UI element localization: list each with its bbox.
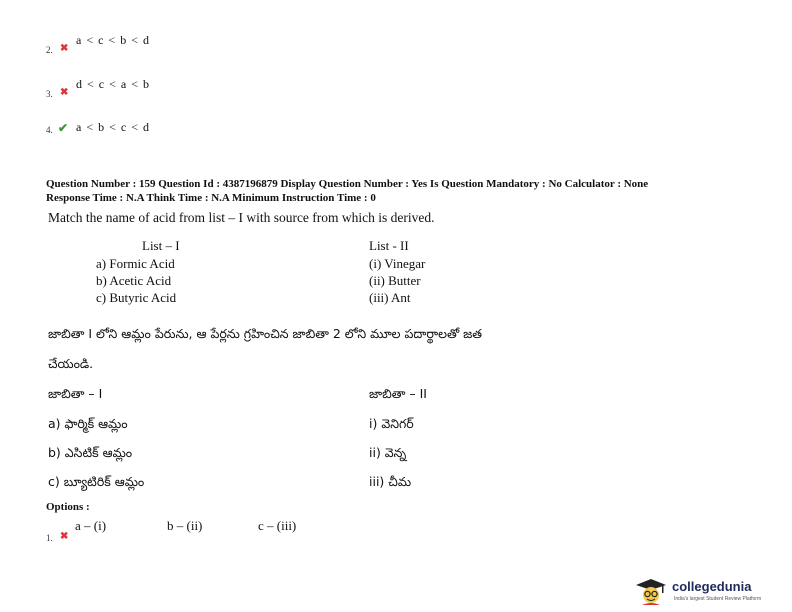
telugu-list1-item: a) ఫార్మిక్ ఆమ్లం — [48, 416, 128, 431]
list1-header: List – I — [142, 238, 180, 253]
option-1-number: 1. — [46, 533, 53, 543]
wrong-mark-icon: ✖ — [60, 87, 69, 98]
list1-item: a) Formic Acid — [96, 256, 175, 271]
telugu-list2-header: జాబితా – II — [369, 386, 427, 401]
options-label: Options : — [46, 501, 90, 513]
question-text-telugu-line1: జాబితా I లోని ఆమ్లం పేరును, ఆ పేర్లను గ్రహించిన జాబితా 2 లోని మూల పదార్థాలతో జత — [48, 326, 483, 341]
list2-item: (i) Vinegar — [369, 256, 426, 271]
prev-option-3-number: 3. — [46, 89, 53, 99]
question-text-english: Match the name of acid from list – I with source from which is derived. — [48, 210, 435, 225]
logo-tagline: India's largest Student Review Platform — [674, 596, 762, 602]
logo-name: collegedunia — [672, 579, 752, 594]
list2-item: (ii) Butter — [369, 273, 421, 288]
option-1-part-c: c – (iii) — [258, 518, 297, 533]
question-text-telugu-line2: చేయండి. — [48, 356, 94, 371]
prev-option-3-text: d < c < a < b — [76, 77, 150, 91]
telugu-list1-item: b) ఎసిటిక్ ఆమ్లం — [48, 445, 133, 460]
list2-header: List - II — [369, 238, 409, 253]
option-1-part-b: b – (ii) — [167, 518, 203, 533]
list1-item: b) Acetic Acid — [96, 273, 172, 288]
option-1-part-a: a – (i) — [75, 518, 107, 533]
telugu-list2-item: i) వెనిగర్ — [369, 416, 414, 431]
collegedunia-logo — [632, 577, 782, 607]
list1-item: c) Butyric Acid — [96, 290, 177, 305]
telugu-list1-item: c) బ్యూటిరిక్ ఆమ్లం — [48, 474, 145, 489]
question-meta-line2: Response Time : N.A Think Time : N.A Minimum Instruction Time : 0 — [46, 192, 376, 204]
correct-check-icon: ✔ — [58, 121, 69, 135]
wrong-mark-icon: ✖ — [60, 531, 69, 542]
graduate-avatar-icon — [632, 577, 670, 607]
prev-option-2-text: a < c < b < d — [76, 33, 150, 47]
prev-option-4-number: 4. — [46, 125, 53, 135]
wrong-mark-icon: ✖ — [60, 43, 69, 54]
list2-item: (iii) Ant — [369, 290, 411, 305]
prev-option-2-number: 2. — [46, 45, 53, 55]
telugu-list2-item: iii) చీమ — [369, 474, 412, 489]
question-meta-line1: Question Number : 159 Question Id : 4387196879 Display Question Number : Yes Is Question Mandatory : No Calculator : None — [46, 178, 649, 190]
telugu-list2-item: ii) వెన్న — [369, 445, 407, 460]
prev-option-4-text: a < b < c < d — [76, 120, 150, 134]
telugu-list1-header: జాబితా – I — [48, 386, 103, 401]
